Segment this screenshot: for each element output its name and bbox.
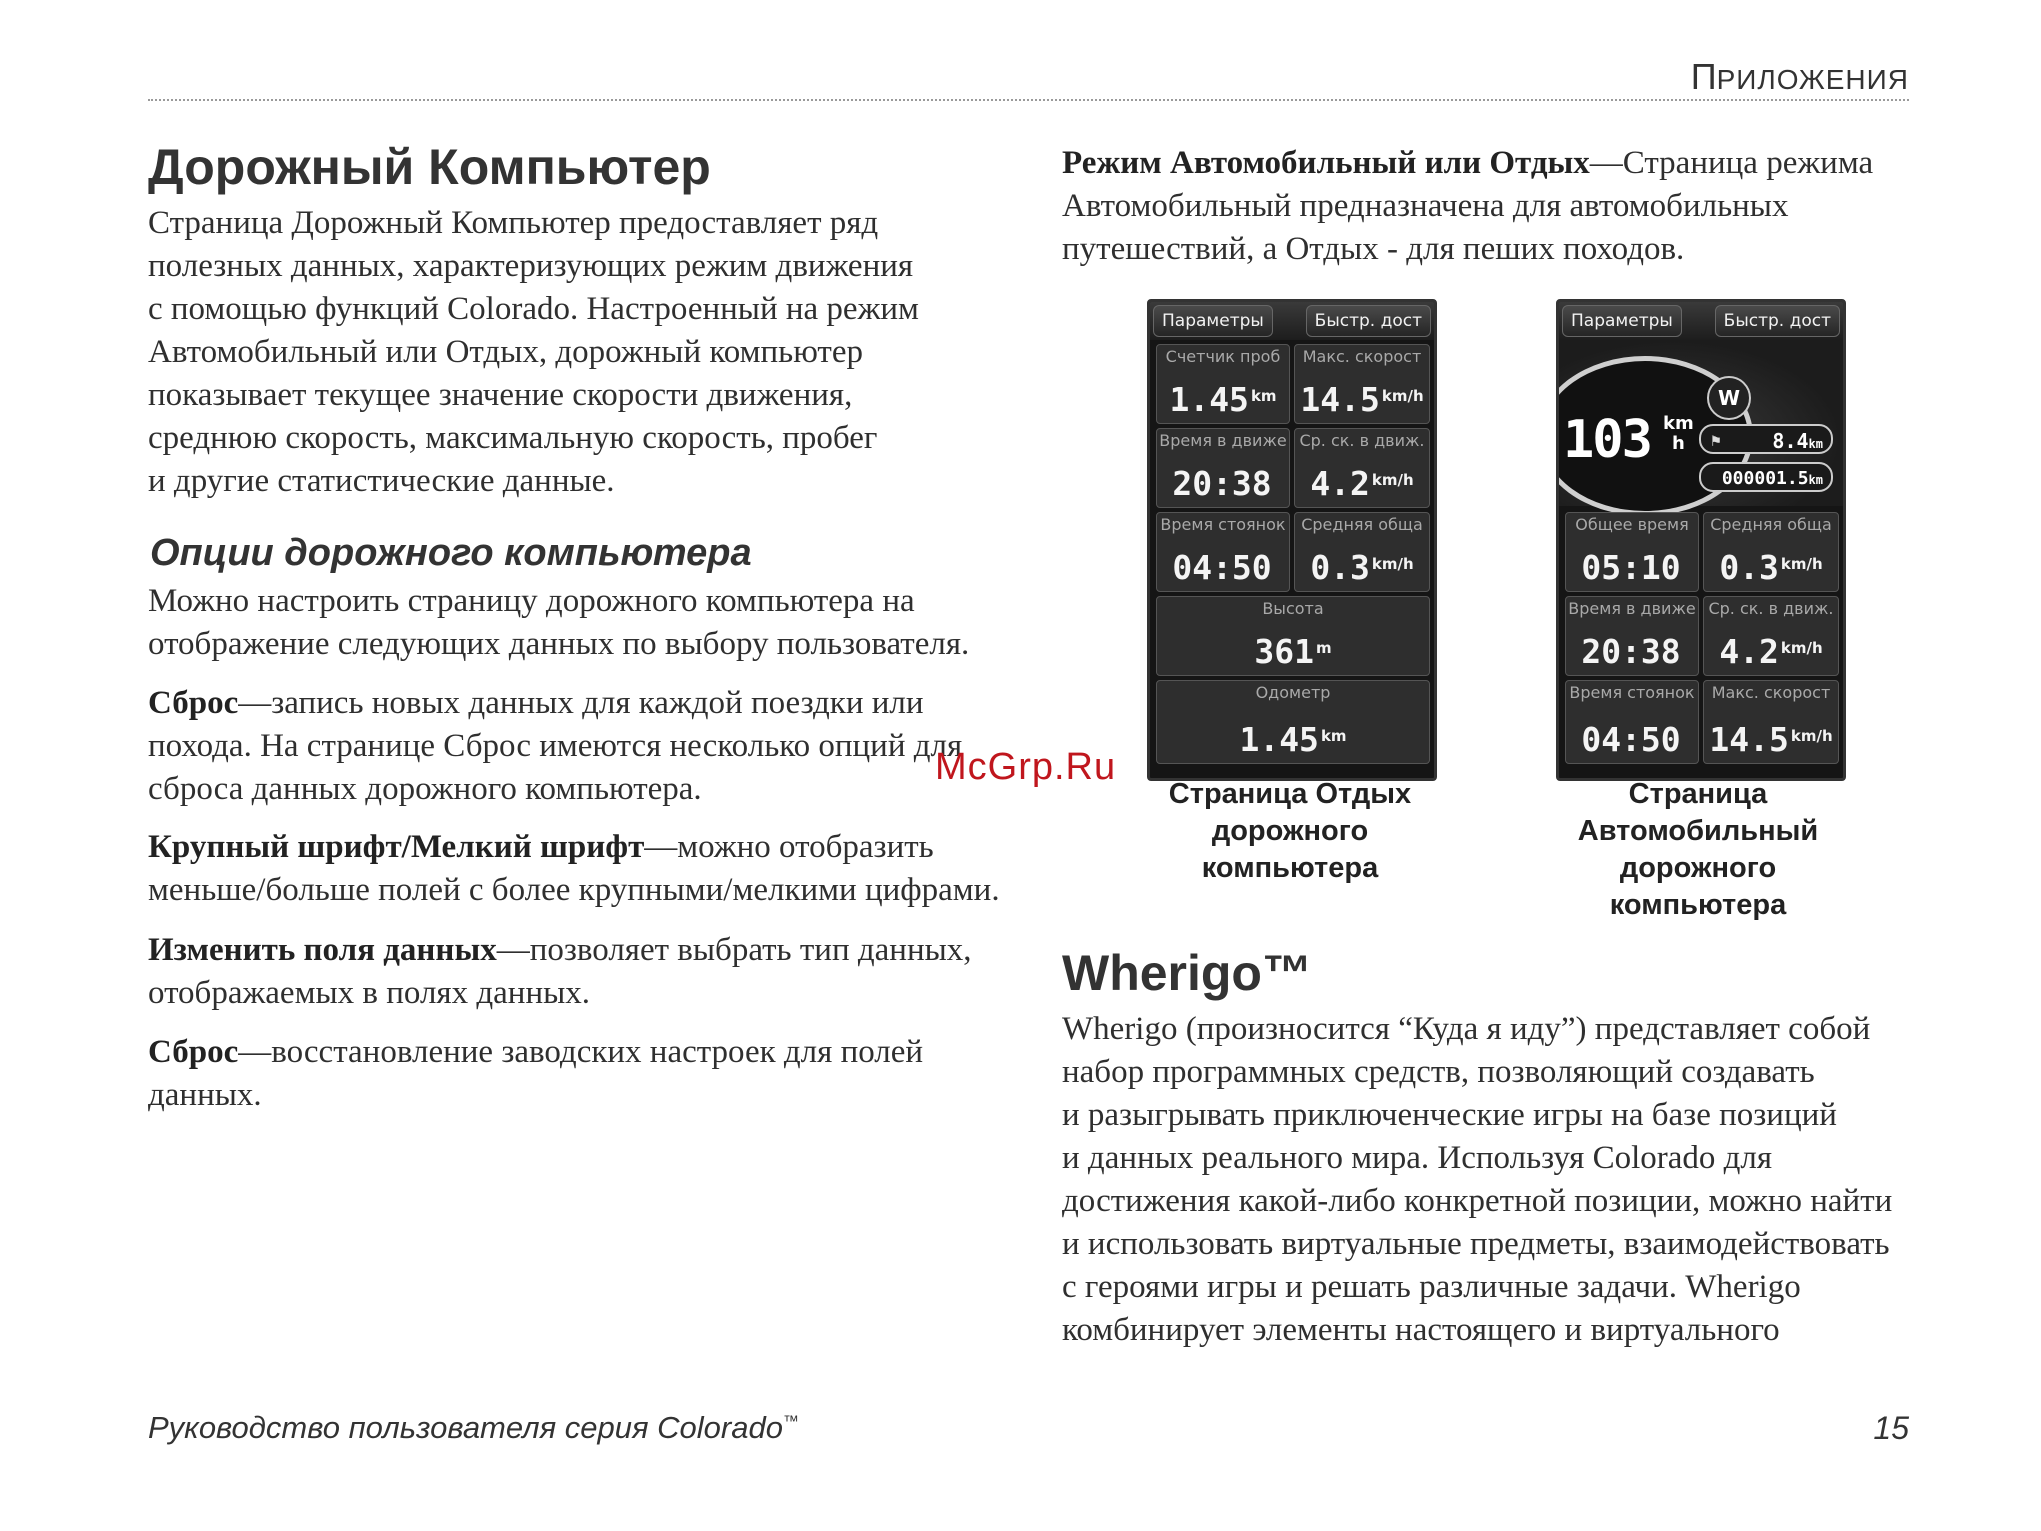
options-intro: Можно настроить страницу дорожного компьютера на отображение следующих данных по выбору пользователя. [148, 583, 970, 662]
header-divider [148, 99, 1909, 101]
option-restore-defaults: Сброс—восстановление заводских настроек для полей данных. [148, 1034, 924, 1113]
manual-footer: Руководство пользователя серия Colorado™ [148, 1410, 799, 1445]
data-field: Счетчик проб 1.45 $^{km}$ [1156, 344, 1290, 424]
recreation-trip-computer-screen [1147, 299, 1437, 781]
flag-icon: ⚑ [1711, 431, 1721, 450]
parameters-button: Параметры [1153, 305, 1273, 337]
data-field: Время в движе 20:38 [1565, 596, 1699, 676]
caption-recreation: Страница Отдых дорожного компьютера [1168, 778, 1412, 884]
speed-unit: km h [1663, 413, 1694, 454]
odometer: 000001.5km [1699, 462, 1833, 492]
shortcuts-button: Быстр. дост [1306, 305, 1431, 337]
shortcuts-button: Быстр. дост [1715, 305, 1840, 337]
page-title: Дорожный Компьютер [148, 139, 711, 195]
data-field: Высота 361 $^m$ [1156, 596, 1430, 676]
option-change-fields: Изменить поля данных—позволяет выбрать тип данных, отображаемых в полях данных. [148, 932, 972, 1011]
option-reset: Сброс—запись новых данных для каждой поездки или похода. На странице Сброс имеются несколько опций для сброса данных дорожного компьютера. [148, 685, 963, 807]
trip-odometer: ⚑ 8.4km [1699, 424, 1833, 454]
wherigo-paragraph: Wherigo (произносится “Куда я иду”) представляет собой набор программных средств, позволяющий создавать и разыгрывать приключенческие игры на базе позиций и данных реального мира. Используя Colorado для достижения какой-либо конкретной позиции, можно найти и использовать виртуальные предметы, взаимодействовать с героями игры и решать различные задачи. Wherigo комбинирует элементы настоящего и виртуального [1062, 1011, 1893, 1348]
parameters-button: Параметры [1562, 305, 1682, 337]
automotive-trip-computer-screen [1556, 299, 1846, 781]
section-header: ПРИЛОЖЕНИЯ [1690, 56, 1909, 97]
screen-top-bar [1150, 302, 1434, 340]
data-field: Средняя обща 0.3 $^{km/h}$ [1294, 512, 1430, 592]
option-font-size: Крупный шрифт/Мелкий шрифт—можно отобразить меньше/больше полей с более крупными/мелкими цифрами. [148, 829, 1000, 908]
data-field: Общее время 05:10 [1565, 512, 1699, 592]
data-field: Макс. скорост 14.5 $^{km/h}$ [1294, 344, 1430, 424]
data-field: Время стоянок 04:50 [1565, 680, 1699, 764]
data-field: Средняя обща 0.3 $^{km/h}$ [1703, 512, 1839, 592]
compass-icon: W [1707, 376, 1751, 420]
data-field: Одометр 1.45 $^{km}$ [1156, 680, 1430, 764]
mode-paragraph: Режим Автомобильный или Отдых—Страница режима Автомобильный предназначена для автомобильных путешествий, а Отдых - для пеших походов. [1062, 145, 1874, 267]
intro-paragraph: Страница Дорожный Компьютер предоставляет ряд полезных данных, характеризующих режим движения с помощью функций Colorado. Настроенный на режим Автомобильный или Отдых, дорожный компьютер показывает текущее значение скорости движения, среднюю скорость, максимальную скорость, пробег и другие статистические данные. [148, 205, 919, 499]
caption-automotive: Страница Автомобильный дорожного компьютера [1577, 778, 1819, 921]
data-field: Макс. скорост 14.5 $^{km/h}$ [1703, 680, 1839, 764]
screen-top-bar [1559, 302, 1843, 340]
data-field: Ср. ск. в движ. 4.2 $^{km/h}$ [1703, 596, 1839, 676]
current-speed: 103 [1563, 410, 1651, 470]
data-field: Время в движе 20:38 [1156, 428, 1290, 508]
data-field: Ср. ск. в движ. 4.2 $^{km/h}$ [1294, 428, 1430, 508]
data-field: Время стоянок 04:50 [1156, 512, 1290, 592]
watermark-text: McGrp.Ru [935, 746, 1117, 788]
wherigo-title: Wherigo™ [1062, 945, 1312, 1001]
page-number: 15 [1873, 1410, 1909, 1446]
options-subtitle: Опции дорожного компьютера [150, 532, 752, 574]
